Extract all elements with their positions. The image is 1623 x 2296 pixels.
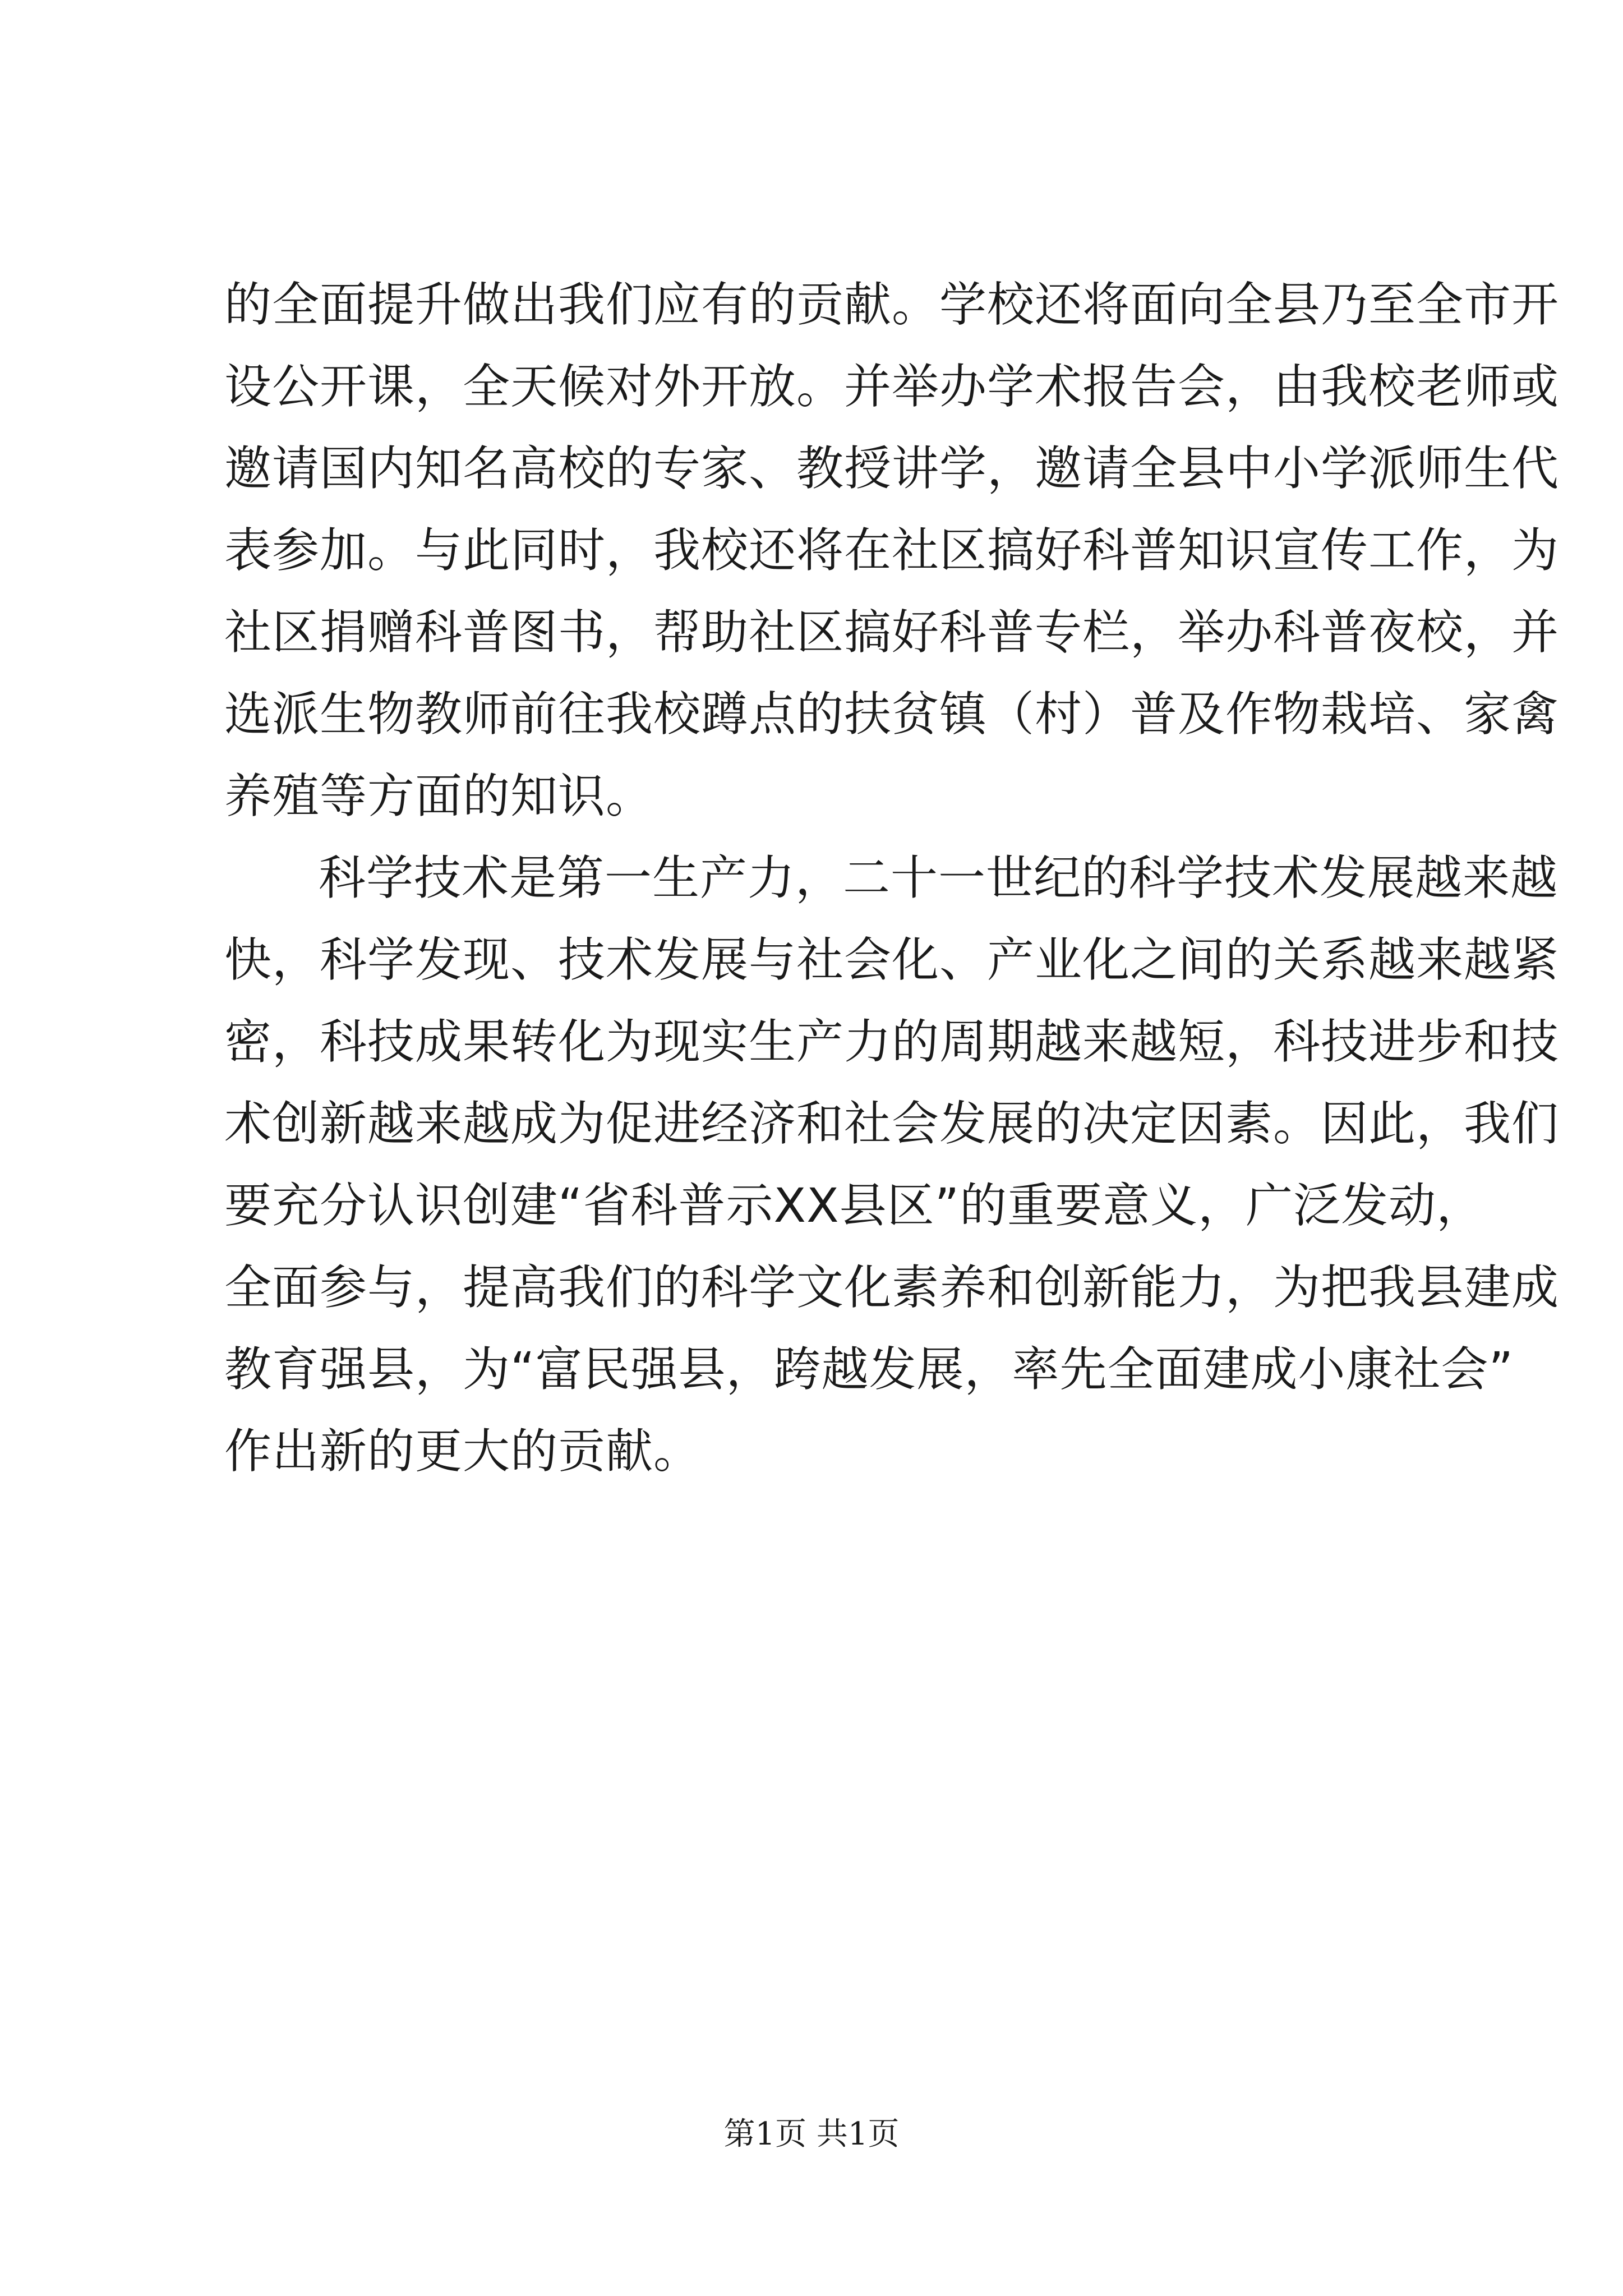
text-line: 术创新越来越成为促进经济和社会发展的决定因素。因此，我们 [224, 1096, 1560, 1151]
body-text [224, 264, 1560, 1492]
text-line: 的全面提升做出我们应有的贡献。学校还将面向全县乃至全市开 [224, 277, 1560, 332]
text-line: 表参加。与此同时，我校还将在社区搞好科普知识宣传工作，为 [224, 523, 1560, 578]
text-line: 设公开课，全天候对外开放。并举办学术报告会，由我校老师或 [224, 359, 1560, 414]
paragraph-1 [224, 264, 1560, 837]
text-line: 作出新的更大的贡献。 [224, 1424, 702, 1479]
text-line: 要充分认识创建“省科普示XX县区”的重要意义，广泛发动， [224, 1178, 1484, 1233]
text-line: 教育强县，为“富民强县，跨越发展，率先全面建成小康社会” [224, 1342, 1514, 1397]
text-line: 快，科学发现、技术发展与社会化、产业化之间的关系越来越紧 [224, 932, 1560, 987]
text-line: 社区捐赠科普图书，帮助社区搞好科普专栏，举办科普夜校，并 [224, 605, 1560, 660]
text-line: 科学技术是第一生产力，二十一世纪的科学技术发展越来越 [319, 850, 1559, 905]
text-line: 选派生物教师前往我校蹲点的扶贫镇（村）普及作物栽培、家禽 [224, 687, 1560, 742]
text-line: 密，科技成果转化为现实生产力的周期越来越短，科技进步和技 [224, 1014, 1560, 1069]
paragraph-2 [224, 837, 1560, 1492]
text-line: 邀请国内知名高校的专家、教授讲学，邀请全县中小学派师生代 [224, 441, 1560, 496]
text-line: 养殖等方面的知识。 [224, 769, 654, 823]
page-number-footer: 第1页 共1页 [723, 2116, 900, 2152]
text-line: 全面参与，提高我们的科学文化素养和创新能力，为把我县建成 [224, 1260, 1560, 1315]
